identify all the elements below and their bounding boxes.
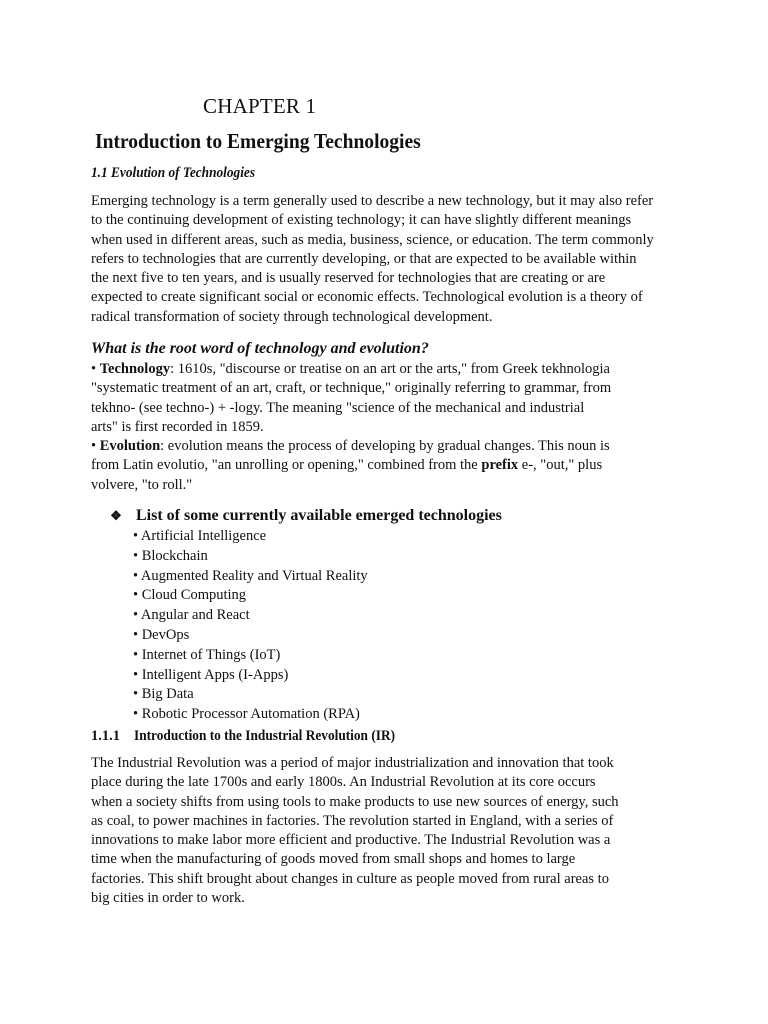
section-heading-1-1-1 xyxy=(91,726,418,746)
list-item: • Augmented Reality and Virtual Reality xyxy=(133,567,368,584)
text-line: as coal, to power machines in factories. The revolution started in England, with a series of xyxy=(91,812,614,829)
text-span: from Latin evolutio, "an unrolling or opening," combined from the xyxy=(91,457,482,474)
section-number: 1.1.1 xyxy=(91,728,120,744)
text-line: Emerging technology is a term generally used to describe a new technology, but it may also refer xyxy=(91,193,654,209)
tech-list-heading xyxy=(108,505,502,527)
technology-definition-text: : 1610s, "discourse or treatise on an art or the arts," from Greek tekhnologia xyxy=(170,361,610,377)
list-item: • Robotic Processor Automation (RPA) xyxy=(133,706,360,723)
tech-list xyxy=(133,527,368,725)
text-line: "systematic treatment of an art, craft, or technique," originally referring to grammar, from xyxy=(91,380,612,397)
list-item: • DevOps xyxy=(133,626,190,643)
bullet: • xyxy=(91,361,97,377)
section-title: Introduction to the Industrial Revolution (IR) xyxy=(134,728,396,744)
definitions-block xyxy=(91,360,703,495)
text-line xyxy=(91,456,703,475)
text-line: expected to create significant social or economic effects. Technological evolution is a theory of xyxy=(91,289,643,306)
text-line: volvere, "to roll." xyxy=(91,476,193,493)
list-item: • Angular and React xyxy=(133,607,250,624)
text-line: to the continuing development of existing technology; it can have slightly different meanings xyxy=(91,212,632,229)
text-line: tekhno- (see techno-) + -logy. The meaning "science of the mechanical and industrial xyxy=(91,399,585,416)
text-line: radical transformation of society through technological development. xyxy=(91,308,493,325)
list-item: • Cloud Computing xyxy=(133,587,247,604)
evolution-term: Evolution xyxy=(99,438,161,455)
industrial-revolution-paragraph xyxy=(91,754,703,908)
text-line: the next five to ten years, and is usually reserved for technologies that are creating or are xyxy=(91,270,606,287)
text-line: time when the manufacturing of goods moved from small shops and homes to large xyxy=(91,851,576,868)
technology-term: Technology xyxy=(99,361,171,377)
text-line: refers to technologies that are currently developing, or that are expected to be available within xyxy=(91,250,637,267)
list-item: • Artificial Intelligence xyxy=(133,528,267,544)
text-line: place during the late 1700s and early 1800s. An Industrial Revolution at its core occurs xyxy=(91,774,596,791)
tech-list-heading-text: List of some currently available emerged technologies xyxy=(136,507,502,524)
bullet: • xyxy=(91,438,97,455)
text-line: big cities in order to work. xyxy=(91,890,245,907)
text-span: e-, "out," plus xyxy=(518,457,603,474)
intro-paragraph xyxy=(91,192,703,327)
chapter-title: Introduction to Emerging Technologies xyxy=(95,129,421,153)
text-line: arts" is first recorded in 1859. xyxy=(91,418,264,435)
prefix-term: prefix xyxy=(481,457,519,474)
list-item: • Blockchain xyxy=(133,547,208,564)
evolution-definition-line xyxy=(91,437,703,456)
text-line: when a society shifts from using tools to make products to use new sources of energy, such xyxy=(91,793,619,810)
chapter-label: CHAPTER 1 xyxy=(203,94,317,118)
root-word-question: What is the root word of technology and evolution? xyxy=(91,340,429,357)
list-item: • Internet of Things (IoT) xyxy=(133,646,281,663)
section-heading-1-1: 1.1 Evolution of Technologies xyxy=(91,165,256,181)
list-item: • Intelligent Apps (I-Apps) xyxy=(133,666,289,683)
list-item: • Big Data xyxy=(133,686,194,703)
text-line: innovations to make labor more efficient and productive. The Industrial Revolution was a xyxy=(91,832,611,849)
technology-definition-line xyxy=(91,360,703,379)
text-line: The Industrial Revolution was a period of major industrialization and innovation that took xyxy=(91,755,614,771)
text-line: when used in different areas, such as media, business, science, or education. The term commonly xyxy=(91,231,654,248)
text-line: factories. This shift brought about changes in culture as people moved from rural areas to xyxy=(91,870,609,887)
diamond-bullet-icon: ❖ xyxy=(110,508,122,523)
evolution-definition-text: : evolution means the process of developing by gradual changes. This noun is xyxy=(160,438,610,455)
